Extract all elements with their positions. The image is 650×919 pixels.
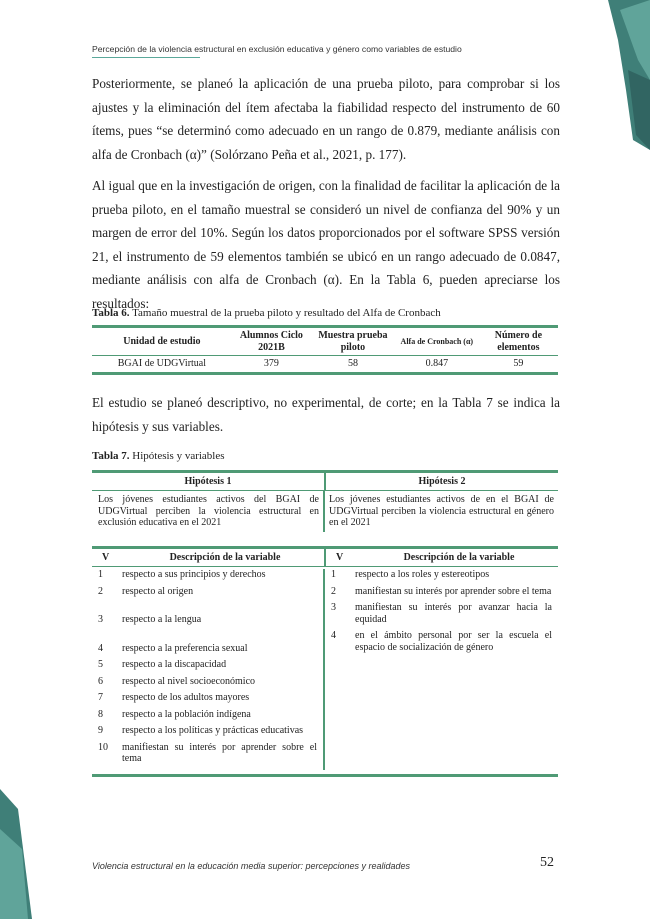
table-cell: 379 — [263, 358, 279, 369]
variable-row — [92, 692, 323, 704]
variable-number: 4 — [98, 642, 103, 654]
variable-row — [92, 659, 323, 671]
column-header: Muestra prueba piloto — [311, 327, 395, 356]
table-title: Hipótesis y variables — [129, 450, 225, 462]
variable-description: respecto al origen — [122, 585, 194, 597]
table-caption — [92, 450, 225, 462]
column-header: Alumnos Ciclo 2021B — [232, 327, 311, 356]
variables-column-2 — [325, 569, 558, 770]
column-header: Descripción de la variable — [403, 552, 515, 563]
paragraph: Al igual que en la investigación de origen, con la finalidad de facilitar la aplicación de la prueba piloto, en el tamaño muestral se consideró un nivel de confianza del 90% y un margen de error del 10%. Según los datos proporcionados por el software SPSS versión 21, el instrumento de 59 elementos también se ubicó en un rango adecuado de 0.0847, mediante análisis con alfa de Cronbach (α). En la Tabla 6, pueden apreciarse los resultados: — [92, 178, 560, 311]
page-footer: Violencia estructural en la educación media superior: percepciones y realidades — [92, 861, 411, 871]
hypothesis-text: Los jóvenes estudiantes activos de en el BGAI de UDGVirtual perciben la violencia estructural en género en el 2021 — [329, 494, 554, 528]
decorative-corner-image — [588, 0, 650, 150]
variable-number: 6 — [98, 675, 103, 687]
variable-number: 3 — [331, 602, 336, 613]
table-label: Tabla 6. — [92, 307, 130, 319]
variable-row — [92, 586, 323, 598]
variable-description: manifiestan su interés por avanzar hacia la equidad — [355, 602, 552, 625]
variable-row — [325, 586, 558, 598]
paragraph: Posteriormente, se planeó la aplicación de una prueba piloto, para comprobar si los ajustes y la eliminación del ítem afectaba la fiabilidad respecto del instrumento de 60 ítems, pues “se determinó como adecuado en un rango de 0.879, mediante análisis con alfa de Cronbach (α)” (Solórzano Peña et al., 2021, p. 177). — [92, 76, 560, 162]
variable-description: en el ámbito personal por ser la escuela el espacio de socialización de género — [355, 630, 552, 653]
hypothesis-text: Los jóvenes estudiantes activos del BGAI de UDGVirtual perciben la violencia estructural en exclusión educativa en el 2021 — [92, 491, 325, 532]
variable-description: respecto a la discapacidad — [122, 659, 227, 670]
variable-number: 7 — [98, 692, 103, 703]
variable-row — [92, 569, 323, 581]
column-header: Alfa de Cronbach (α) — [395, 327, 479, 356]
table-cell: 58 — [347, 358, 358, 369]
variable-row — [92, 676, 323, 688]
table-cell: 59 — [513, 358, 524, 369]
variable-number: 1 — [98, 569, 103, 580]
variable-row — [325, 602, 558, 625]
table-cell: 0.847 — [425, 358, 449, 369]
variable-number: 1 — [331, 569, 336, 580]
running-head: Percepción de la violencia estructural en exclusión educativa y género como variables de estudio — [92, 44, 462, 54]
variable-number: 2 — [98, 585, 103, 597]
variable-row — [92, 614, 323, 626]
variable-row — [92, 643, 323, 655]
variable-number: 2 — [331, 585, 336, 597]
hypothesis-header: Hipótesis 2 — [418, 476, 466, 487]
variable-description: respecto al nivel socioeconómico — [122, 675, 256, 687]
paragraph: El estudio se planeó descriptivo, no experimental, de corte; en la Tabla 7 se indica la hipótesis y sus variables. — [92, 395, 560, 434]
variable-description: respecto a sus principios y derechos — [122, 569, 266, 580]
hypothesis-header: Hipótesis 1 — [92, 473, 326, 490]
decorative-corner-image — [0, 789, 40, 919]
table-cell: BGAI de UDGVirtual — [117, 358, 207, 369]
variable-number: 8 — [98, 708, 103, 720]
variable-description: respecto a la preferencia sexual — [122, 642, 248, 654]
page-number: 52 — [540, 855, 554, 870]
variable-row — [92, 725, 323, 737]
variable-description: respecto a los políticas y prácticas educativas — [122, 725, 304, 736]
column-header: Unidad de estudio — [92, 327, 232, 356]
header-rule — [92, 57, 200, 58]
variable-number: 5 — [98, 659, 103, 670]
variable-row — [92, 709, 323, 721]
hypothesis-table — [92, 470, 558, 532]
variable-description: respecto de los adultos mayores — [122, 692, 250, 703]
column-header: V — [336, 552, 344, 563]
variable-row — [325, 569, 558, 581]
table-label: Tabla 7. — [92, 450, 130, 462]
variable-description: respecto a los roles y estereotipos — [355, 569, 490, 580]
variables-column-1 — [92, 569, 325, 770]
variable-number: 3 — [98, 614, 103, 625]
variable-description: respecto a la lengua — [122, 614, 202, 625]
variable-row — [325, 630, 558, 653]
table-caption — [92, 307, 441, 319]
column-header: Número de elementos — [479, 327, 558, 356]
variables-table — [92, 546, 558, 777]
column-header: Descripción de la variable — [169, 552, 281, 563]
variable-number: 10 — [98, 741, 108, 753]
variable-description: manifiestan su interés por aprender sobre el tema — [122, 741, 317, 764]
table-row — [92, 356, 558, 374]
variable-description: respecto a la población indígena — [122, 708, 251, 720]
sample-table — [92, 325, 558, 375]
variable-number: 4 — [331, 630, 336, 641]
variable-number: 9 — [98, 725, 103, 736]
variable-description: manifiestan su interés por aprender sobre el tema — [355, 585, 552, 597]
variable-row — [92, 742, 323, 765]
column-header: V — [102, 552, 110, 563]
table-title: Tamaño muestral de la prueba piloto y resultado del Alfa de Cronbach — [129, 307, 441, 319]
